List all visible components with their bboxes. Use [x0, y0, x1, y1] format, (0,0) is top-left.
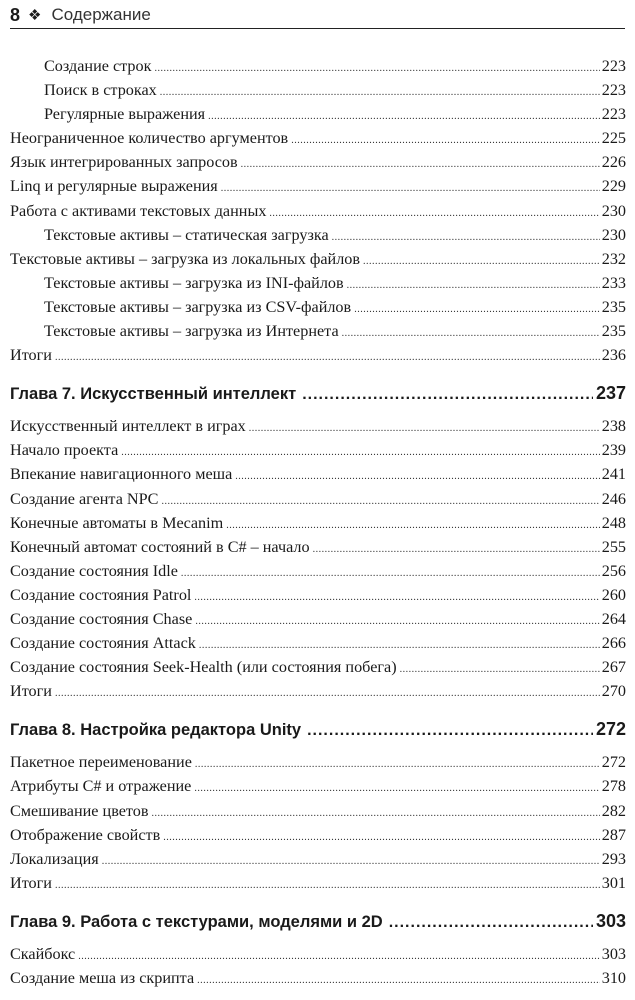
entry-page-number: 235 [601, 297, 626, 316]
toc-entry [10, 942, 626, 966]
entry-title: Глава 9. Работа с текстурами, моделями и 2D [10, 912, 383, 931]
entry-page-number: 246 [601, 489, 626, 508]
toc-subentry [10, 223, 626, 247]
toc-entry [10, 583, 626, 607]
entry-title: Текстовые активы – загрузка из Интернета [44, 322, 339, 341]
dot-leader [342, 322, 600, 346]
toc-entry [10, 438, 626, 462]
entry-page-number: 293 [601, 849, 626, 868]
entry-page-number: 301 [601, 873, 626, 892]
dot-leader [55, 346, 600, 370]
entry-title: Глава 7. Искусственный интеллект [10, 385, 297, 404]
entry-page-number: 233 [601, 273, 626, 292]
dot-leader [389, 909, 593, 937]
entry-page-number: 248 [601, 513, 626, 532]
entry-page-number: 266 [601, 634, 626, 653]
dot-leader [241, 153, 600, 177]
entry-title: Текстовые активы – загрузка из локальных файлов [10, 249, 361, 268]
entry-title: Создание состояния Patrol [10, 585, 192, 604]
entry-page-number: 255 [601, 537, 626, 556]
entry-page-number: 270 [601, 682, 626, 701]
toc-entry [10, 823, 626, 847]
chapter-heading [10, 907, 626, 935]
dot-leader [307, 717, 593, 745]
entry-page-number: 267 [601, 658, 626, 677]
dot-leader [221, 177, 600, 201]
entry-page-number: 241 [601, 465, 626, 484]
entry-page-number: 303 [601, 944, 626, 963]
entry-page-number: 272 [595, 719, 626, 740]
dot-leader [55, 874, 600, 898]
entry-title: Поиск в строках [44, 81, 157, 100]
entry-page-number: 256 [601, 561, 626, 580]
entry-page-number: 272 [601, 753, 626, 772]
dot-leader [347, 274, 600, 298]
entry-page-number: 310 [601, 969, 626, 987]
entry-title: Создание состояния Attack [10, 634, 196, 653]
toc-subentry [10, 271, 626, 295]
entry-title: Начало проекта [10, 441, 119, 460]
toc-subentry [10, 102, 626, 126]
toc-entry [10, 847, 626, 871]
entry-title: Текстовые активы – загрузка из INI-файлов [44, 273, 344, 292]
entry-title: Текстовые активы – загрузка из CSV-файлов [44, 297, 352, 316]
chapter-heading [10, 715, 626, 743]
toc-entry [10, 799, 626, 823]
entry-title: Итоги [10, 873, 52, 892]
page-header [10, 2, 625, 29]
entry-page-number: 225 [601, 129, 626, 148]
toc-entry [10, 655, 626, 679]
dot-leader [249, 417, 600, 441]
toc-entry [10, 199, 626, 223]
entry-page-number: 236 [601, 346, 626, 365]
page-number: 8 [10, 4, 21, 25]
dot-leader [194, 586, 599, 610]
entry-title: Итоги [10, 346, 52, 365]
toc-entry [10, 966, 626, 990]
entry-title: Создание меша из скрипта [10, 969, 195, 987]
toc-entry [10, 414, 626, 438]
entry-title: Конечный автомат состояний в C# – начало [10, 537, 310, 556]
dot-leader [161, 490, 599, 514]
entry-title: Смешивание цветов [10, 801, 149, 820]
entry-page-number: 264 [601, 609, 626, 628]
dot-leader [400, 658, 600, 682]
entry-title: Создание состояния Chase [10, 609, 193, 628]
dot-leader [194, 777, 599, 801]
toc-subentry [10, 78, 626, 102]
dot-leader [313, 538, 600, 562]
dot-leader [163, 826, 599, 850]
entry-page-number: 237 [595, 383, 626, 404]
toc-entry [10, 126, 626, 150]
entry-title: Отображение свойств [10, 825, 161, 844]
entry-title: Локализация [10, 849, 99, 868]
entry-page-number: 232 [601, 249, 626, 268]
dot-leader [354, 298, 600, 322]
entry-title: Создание состояния Seek-Health (или состояния побега) [10, 658, 397, 677]
dot-leader [154, 57, 599, 81]
entry-title: Linq и регулярные выражения [10, 177, 218, 196]
entry-title: Пакетное переименование [10, 753, 192, 772]
toc-entry [10, 559, 626, 583]
entry-title: Итоги [10, 682, 52, 701]
entry-title: Атрибуты C# и отражение [10, 777, 192, 796]
entry-title: Работа с активами текстовых данных [10, 201, 267, 220]
entry-page-number: 235 [601, 322, 626, 341]
entry-title: Создание строк [44, 57, 152, 75]
entry-page-number: 230 [601, 201, 626, 220]
toc-subentry [10, 295, 626, 319]
toc-entry [10, 487, 626, 511]
entry-page-number: 223 [601, 105, 626, 124]
toc-entry [10, 150, 626, 174]
table-of-contents [10, 54, 626, 990]
dot-leader [235, 465, 599, 489]
toc-entry [10, 774, 626, 798]
chapter-heading [10, 379, 626, 407]
entry-title: Язык интегрированных запросов [10, 153, 238, 172]
toc-subentry [10, 319, 626, 343]
toc-entry [10, 871, 626, 895]
dot-leader [302, 381, 593, 409]
entry-title: Регулярные выражения [44, 105, 206, 124]
entry-title: Создание агента NPC [10, 489, 159, 508]
dot-leader [181, 562, 600, 586]
toc-entry [10, 174, 626, 198]
toc-entry [10, 343, 626, 367]
entry-page-number: 282 [601, 801, 626, 820]
entry-title: Искусственный интеллект в играх [10, 417, 246, 436]
entry-page-number: 238 [601, 417, 626, 436]
entry-title: Создание состояния Idle [10, 561, 178, 580]
entry-title: Конечные автоматы в Mecanim [10, 513, 224, 532]
toc-subentry [10, 54, 626, 78]
entry-page-number: 303 [595, 910, 626, 931]
entry-page-number: 229 [601, 177, 626, 196]
dot-leader [195, 610, 599, 634]
toc-entry [10, 679, 626, 703]
entry-page-number: 239 [601, 441, 626, 460]
toc-entry [10, 535, 626, 559]
entry-page-number: 287 [601, 825, 626, 844]
entry-title: Впекание навигационного меша [10, 465, 233, 484]
entry-title: Текстовые активы – статическая загрузка [44, 225, 329, 244]
entry-page-number: 230 [601, 225, 626, 244]
entry-page-number: 278 [601, 777, 626, 796]
dot-leader [197, 969, 600, 993]
toc-entry [10, 247, 626, 271]
entry-page-number: 223 [601, 81, 626, 100]
entry-title: Глава 8. Настройка редактора Unity [10, 721, 302, 740]
toc-entry [10, 462, 626, 486]
entry-title: Скайбокс [10, 944, 76, 963]
dot-leader [332, 226, 600, 250]
dot-leader [291, 129, 600, 153]
dot-leader [160, 81, 600, 105]
toc-entry [10, 631, 626, 655]
dot-leader [102, 850, 600, 874]
running-title: Содержание [51, 5, 151, 24]
entry-page-number: 226 [601, 153, 626, 172]
dot-leader [55, 682, 600, 706]
dot-leader [195, 753, 600, 777]
dot-leader [152, 802, 600, 826]
dot-leader [363, 250, 600, 274]
entry-title: Неограниченное количество аргументов [10, 129, 289, 148]
toc-entry [10, 750, 626, 774]
entry-page-number: 260 [601, 585, 626, 604]
toc-entry [10, 607, 626, 631]
ornament-icon: ❖ [28, 7, 42, 24]
toc-entry [10, 511, 626, 535]
entry-page-number: 223 [601, 57, 626, 75]
